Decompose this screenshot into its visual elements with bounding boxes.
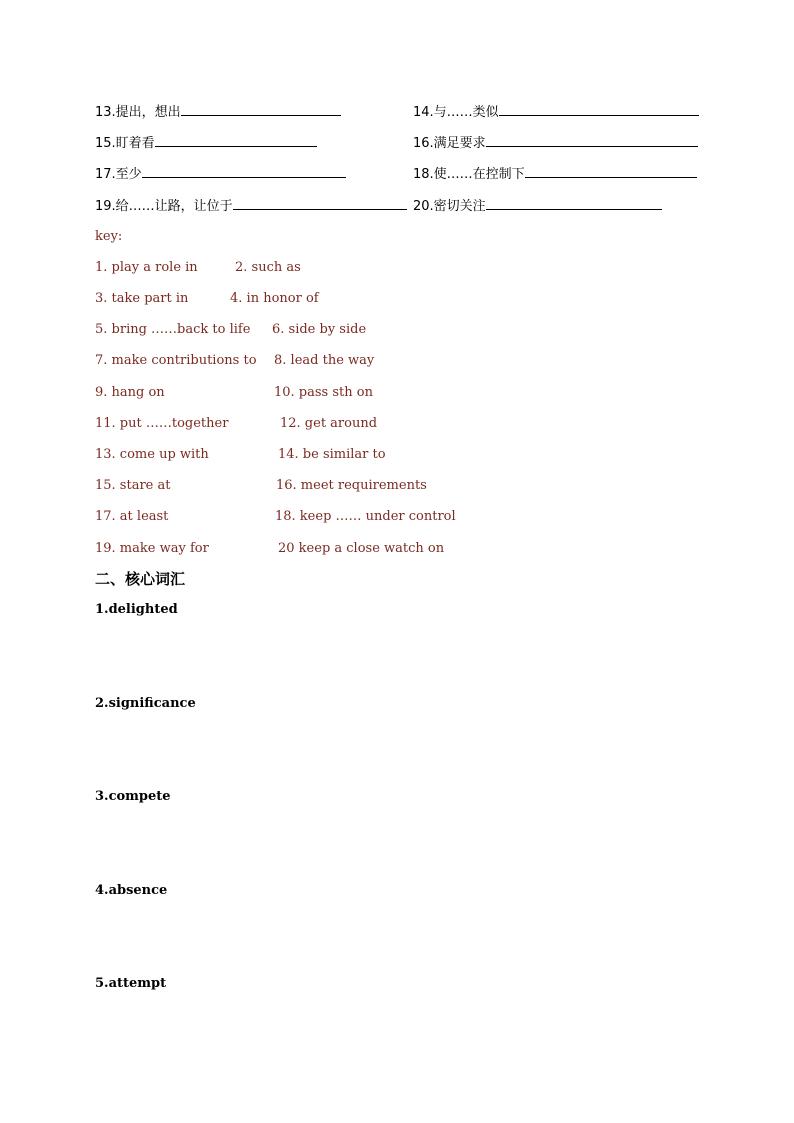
answer-2: 2. such as <box>235 260 301 275</box>
answer-10: 10. pass sth on <box>274 385 373 400</box>
answer-blank[interactable] <box>142 165 346 178</box>
question-label: 17.至少 <box>95 167 142 182</box>
vocab-item-5: 5.attempt <box>95 976 167 991</box>
question-17 <box>95 165 346 183</box>
question-18 <box>413 165 697 183</box>
answer-blank[interactable] <box>233 197 407 210</box>
key-label: key: <box>95 229 123 244</box>
answer-blank[interactable] <box>155 134 317 147</box>
question-label: 20.密切关注 <box>413 199 486 214</box>
question-19 <box>95 197 407 215</box>
question-label: 15.盯着看 <box>95 136 155 151</box>
vocab-item-2: 2.significance <box>95 696 196 711</box>
question-15 <box>95 134 317 152</box>
answer-17: 17. at least <box>95 509 169 524</box>
answer-blank[interactable] <box>525 165 697 178</box>
question-16 <box>413 134 698 152</box>
answer-18: 18. keep …… under control <box>275 509 456 524</box>
question-label: 19.给……让路，让位于 <box>95 199 233 214</box>
question-14 <box>413 103 699 121</box>
vocab-item-4: 4.absence <box>95 883 168 898</box>
answer-1: 1. play a role in <box>95 260 198 275</box>
question-13 <box>95 103 341 121</box>
answer-blank[interactable] <box>486 197 662 210</box>
answer-3: 3. take part in <box>95 291 189 306</box>
answer-14: 14. be similar to <box>278 447 386 462</box>
answer-19: 19. make way for <box>95 541 209 556</box>
answer-blank[interactable] <box>181 103 341 116</box>
answer-13: 13. come up with <box>95 447 209 462</box>
answer-15: 15. stare at <box>95 478 171 493</box>
section-title: 二、核心词汇 <box>95 570 186 588</box>
question-20 <box>413 197 662 215</box>
question-label: 13.提出，想出 <box>95 105 181 120</box>
answer-4: 4. in honor of <box>230 291 319 306</box>
answer-9: 9. hang on <box>95 385 165 400</box>
question-label: 14.与……类似 <box>413 105 499 120</box>
answer-12: 12. get around <box>280 416 378 431</box>
answer-blank[interactable] <box>499 103 699 116</box>
answer-8: 8. lead the way <box>274 353 375 368</box>
answer-20: 20 keep a close watch on <box>278 541 445 556</box>
answer-blank[interactable] <box>486 134 698 147</box>
answer-11: 11. put ……together <box>95 416 229 431</box>
answer-5: 5. bring ……back to life <box>95 322 251 337</box>
vocab-item-3: 3.compete <box>95 789 171 804</box>
answer-7: 7. make contributions to <box>95 353 257 368</box>
question-label: 16.满足要求 <box>413 136 486 151</box>
vocab-item-1: 1.delighted <box>95 602 178 617</box>
question-label: 18.使……在控制下 <box>413 167 525 182</box>
answer-6: 6. side by side <box>272 322 367 337</box>
answer-16: 16. meet requirements <box>276 478 427 493</box>
